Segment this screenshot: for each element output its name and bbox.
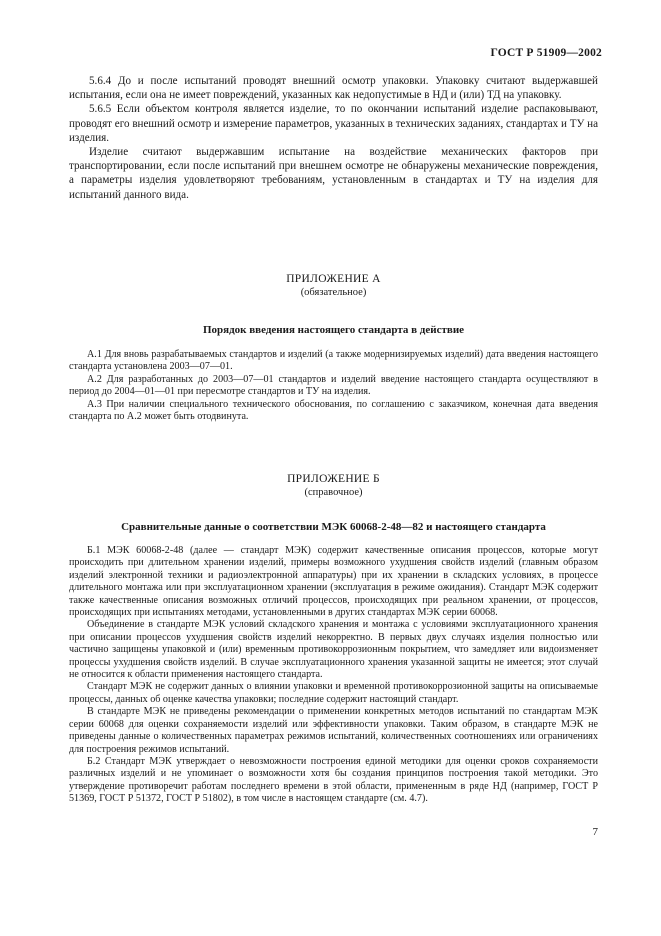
paragraph-b-packaging: Стандарт МЭК не содержит данных о влиянии упаковки и временной противокоррозионной защиты на описываемые процессы, данных об оценке качества упаковки; последние содержит настоящий стандарт. <box>69 681 598 705</box>
appendix-b-text <box>69 545 598 806</box>
paragraph-a3: А.3 При наличии специального технического обоснования, по соглашению с заказчиком, конечная дата введения стандарта по А.2 может быть отодвинута. <box>69 398 598 423</box>
paragraph-5-6-4: 5.6.4 До и после испытаний проводят внешний осмотр упаковки. Упаковку считают выдержавшей испытания, если она не имеет повреждений, указанных как недопустимые в НД и (или) ТД на упаковку. <box>69 75 598 102</box>
paragraph-a1: А.1 Для вновь разрабатываемых стандартов и изделий (а также модернизируемых изделий) дата введения настоящего стандарта установлена 2003—07—01. <box>69 349 598 373</box>
appendix-a-type: (обязательное) <box>300 287 367 298</box>
paragraph-b1: Б.1 МЭК 60068-2-48 (далее — стандарт МЭК) содержит качественные описания процессов, которые могут происходить при длительном хранении изделий, примеры возможного ухудшения свойств изделий (главным образом изделий электронной техники и радиоэлектронной аппаратуры) при их хранении в складских условиях, в процессе длительного монтажа или при эксплуатационном хранении (эксплуатация в режиме ожидания). Стандарт МЭК содержит также качественные описания возможных отличий процессов, происходящих при реальном хранении, от процессов, происходящих при испытаниях методами, установленными в других стандартах МЭК серии 60068. <box>69 545 598 619</box>
appendix-a-label <box>69 272 598 299</box>
page-number: 7 <box>592 826 598 838</box>
paragraph-b-methods: В стандарте МЭК не приведены рекомендации о применении конкретных методов испытаний по стандартам МЭК серии 60068 для оценки сохраняемости изделий или эффективности упаковки. Таким образом, в стандарте МЭК не приведены данные о количественных параметрах режимов испытаний, количественных соотношениях или ограничениях для построения режимов испытаний. <box>69 706 598 755</box>
appendix-a-heading: Порядок введения настоящего стандарта в действие <box>202 324 465 336</box>
appendix-b-heading: Сравнительные данные о соответствии МЭК 60068-2-48—82 и настоящего стандарта <box>121 521 546 533</box>
appendix-a-text <box>69 349 598 423</box>
paragraph-b2: Б.2 Стандарт МЭК утверждает о невозможности построения единой методики для оценки сроков сохраняемости различных изделий и не упоминает о возможности хотя бы создания принципов построения такой методики. Это утверждение противоречит работам последнего времени в этой области, примененным в ряде НД (например, ГОСТ Р 51369, ГОСТ Р 51372, ГОСТ Р 51802), в том числе в настоящем стандарте (см. 4.7). <box>69 755 598 805</box>
appendix-a-title: ПРИЛОЖЕНИЕ А <box>286 273 381 285</box>
appendix-b-label <box>69 472 598 499</box>
appendix-b-type: (справочное) <box>304 487 363 498</box>
paragraph-a2: А.2 Для разработанных до 2003—07—01 стандартов и изделий введение настоящего стандарта осуществляют в период до 2004—01—01 при пересмотре стандартов и ТУ на изделия. <box>69 373 598 398</box>
paragraph-b-combination: Объединение в стандарте МЭК условий складского хранения и монтажа с условиями эксплуатационного хранения при описании процессов ухудшения свойств изделий некорректно. В первых двух случаях изделия полностью или частично защищены упаковкой и (или) временным противокоррозионным покрытием, что замедляет или видоизменяет процессы ухудшения свойств изделий. В случае эксплуатационного хранения указанной защиты не имеется; этот случай не относится к области применения настоящего стандарта. <box>69 619 598 681</box>
paragraph-5-6-conclusion: Изделие считают выдержавшим испытание на воздействие механических факторов при транспортировании, если после испытаний при внешнем осмотре не обнаружены механические повреждения, а параметры изделия удовлетворяют требованиям, установленным в стандартах и ТУ на изделия для испытаний данного вида. <box>69 146 598 201</box>
section-5-6-text <box>69 74 598 202</box>
standard-header: ГОСТ Р 51909—2002 <box>490 47 602 59</box>
paragraph-5-6-5: 5.6.5 Если объектом контроля является изделие, то по окончании испытаний изделие распаковывают, проводят его внешний осмотр и измерение параметров, указанных в технических заданиях, стандартах и ТУ на изделия. <box>69 103 598 144</box>
appendix-b-title: ПРИЛОЖЕНИЕ Б <box>287 473 380 485</box>
